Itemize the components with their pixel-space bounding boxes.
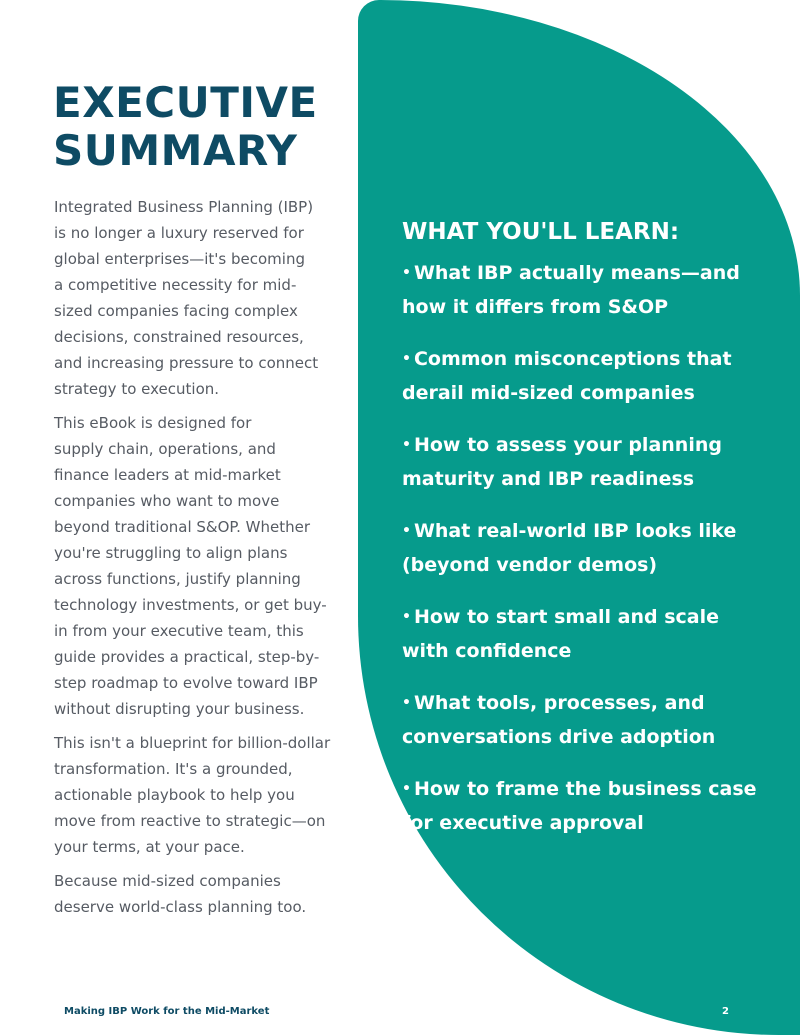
learn-item [402,772,762,840]
page-title: EXECUTIVE SUMMARY [53,78,318,175]
learn-list [402,256,762,858]
learn-item [402,600,762,668]
learn-item-text: What real-world IBP looks like (beyond vendor demos) [402,520,737,576]
learn-item [402,256,762,324]
learn-item [402,514,762,582]
bullet-icon: • [402,437,411,453]
learn-item-text: What tools, processes, and conversations drive adoption [402,692,716,748]
learn-item [402,342,762,410]
learn-item [402,428,762,496]
learn-item-text: How to start small and scale with confidence [402,606,720,662]
summary-paragraph: Integrated Business Planning (IBP) is no longer a luxury reserved for global enterprises—it's becoming a competitive necessity for mid- sized companies facing complex decisions, constrained resources, and increasing pressure to connect strategy to execution. [54,198,319,398]
learn-item-text: How to assess your planning maturity and IBP readiness [402,434,722,490]
bullet-icon: • [402,265,411,281]
bullet-icon: • [402,695,411,711]
learn-item-text: What IBP actually means—and how it differs from S&OP [402,262,740,318]
learn-item-text: How to frame the business case for executive approval [402,778,757,834]
footer-text: Making IBP Work for the Mid-Market [64,1006,270,1017]
summary-body [54,194,344,928]
page-number: 2 [722,1006,729,1017]
learn-item [402,686,762,754]
summary-paragraph: This eBook is designed for supply chain, operations, and finance leaders at mid-market companies who want to move beyond traditional S&OP. Whether you're struggling to align plans across functions, justify planning technology investments, or get buy- in from your executive team, this guide provides a practical, step-by- step roadmap to evolve toward IBP without disrupting your business. [54,414,327,718]
learn-heading: WHAT YOU'LL LEARN: [402,219,680,245]
learn-item-text: Common misconceptions that derail mid-sized companies [402,348,732,404]
bullet-icon: • [402,781,411,797]
summary-paragraph: Because mid-sized companies deserve world-class planning too. [54,872,307,916]
bullet-icon: • [402,351,411,367]
summary-paragraph: This isn't a blueprint for billion-dollar transformation. It's a grounded, actionable playbook to help you move from reactive to strategic—on your terms, at your pace. [54,734,331,856]
bullet-icon: • [402,523,411,539]
bullet-icon: • [402,609,411,625]
